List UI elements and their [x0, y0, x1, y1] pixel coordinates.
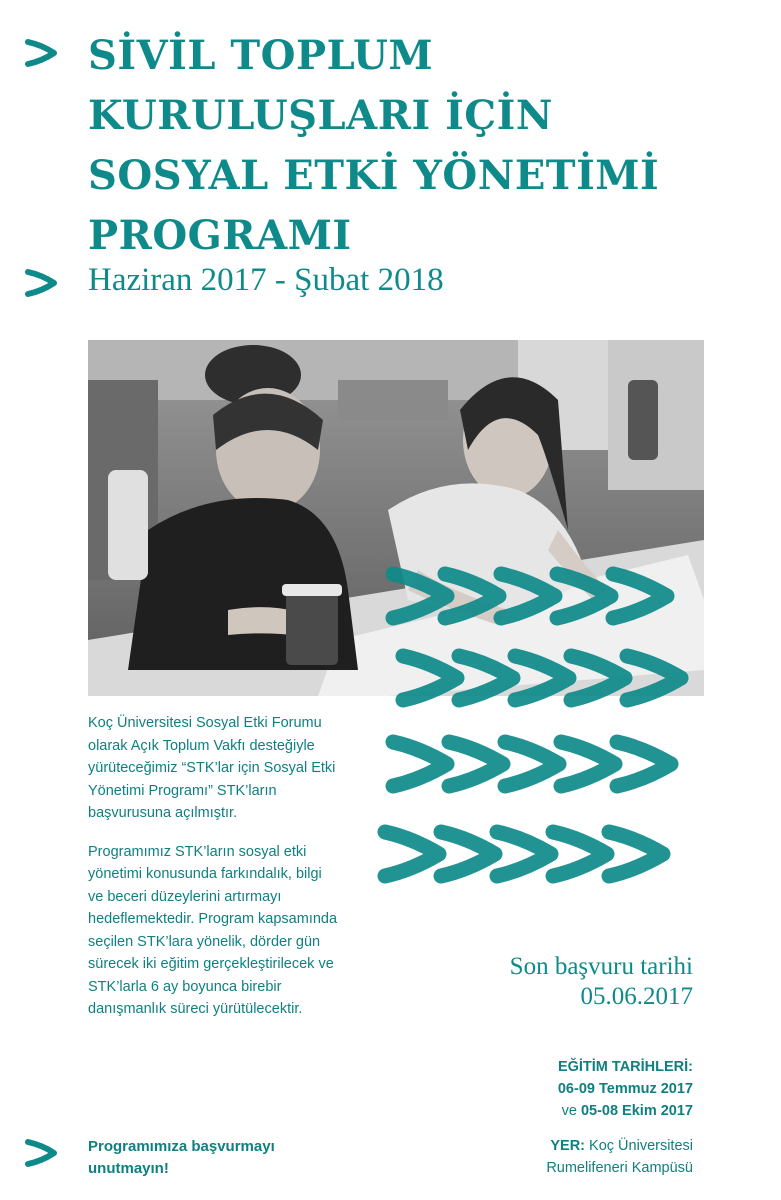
description-paragraph: Programımız STK’ların sosyal etki yönetimi konusunda farkındalık, bilgi ve beceri düzeylerini artırmayı hedeflemektedir. Program kapsamında seçilen STK’lara yönelik, dörder gün sürecek iki eğitim gerçekleştirilecek ve STK’larla 6 ay boyunca birebir danışmanlık süreci yürütülecektir.	[88, 843, 338, 1017]
application-deadline	[510, 952, 693, 1012]
training-connector: ve	[561, 1103, 577, 1119]
training-dates	[558, 1056, 693, 1122]
program-description	[88, 712, 338, 1037]
training-label: EĞİTİM TARİHLERİ:	[557, 1059, 693, 1075]
description-paragraph: Koç Üniversitesi Sosyal Etki Forumu olarak Açık Toplum Vakfı desteğiyle yürüteceğimiz “STK’lar için Sosyal Etki Yönetimi Programı” STK’ların başvurusuna açılmıştır.	[88, 715, 336, 821]
venue-line2: Rumelifeneri Kampüsü	[546, 1160, 693, 1176]
venue	[546, 1135, 693, 1179]
title-line: SİVİL TOPLUM	[88, 32, 434, 79]
chevron-right-icon	[24, 266, 58, 300]
title-line: KURULUŞLARI İÇİN	[88, 92, 553, 139]
chevron-pattern	[375, 560, 705, 900]
training-date-first: 06-09 Temmuz 2017	[557, 1081, 693, 1097]
title-line: SOSYAL ETKİ YÖNETİMİ	[88, 152, 660, 199]
call-to-action: Programımıza başvurmayı unutmayın!	[88, 1138, 275, 1177]
title-line: PROGRAMI	[88, 212, 352, 259]
program-dates: Haziran 2017 - Şubat 2018	[88, 262, 444, 298]
venue-line1: Koç Üniversitesi	[589, 1138, 693, 1154]
venue-label: YER:	[550, 1138, 586, 1154]
training-date-second: 05-08 Ekim 2017	[580, 1103, 693, 1119]
chevron-right-icon	[24, 1136, 58, 1170]
program-title	[88, 26, 748, 266]
chevron-right-icon	[24, 36, 58, 70]
deadline-label: Son başvuru tarihi	[509, 953, 693, 980]
deadline-date: 05.06.2017	[580, 983, 693, 1010]
